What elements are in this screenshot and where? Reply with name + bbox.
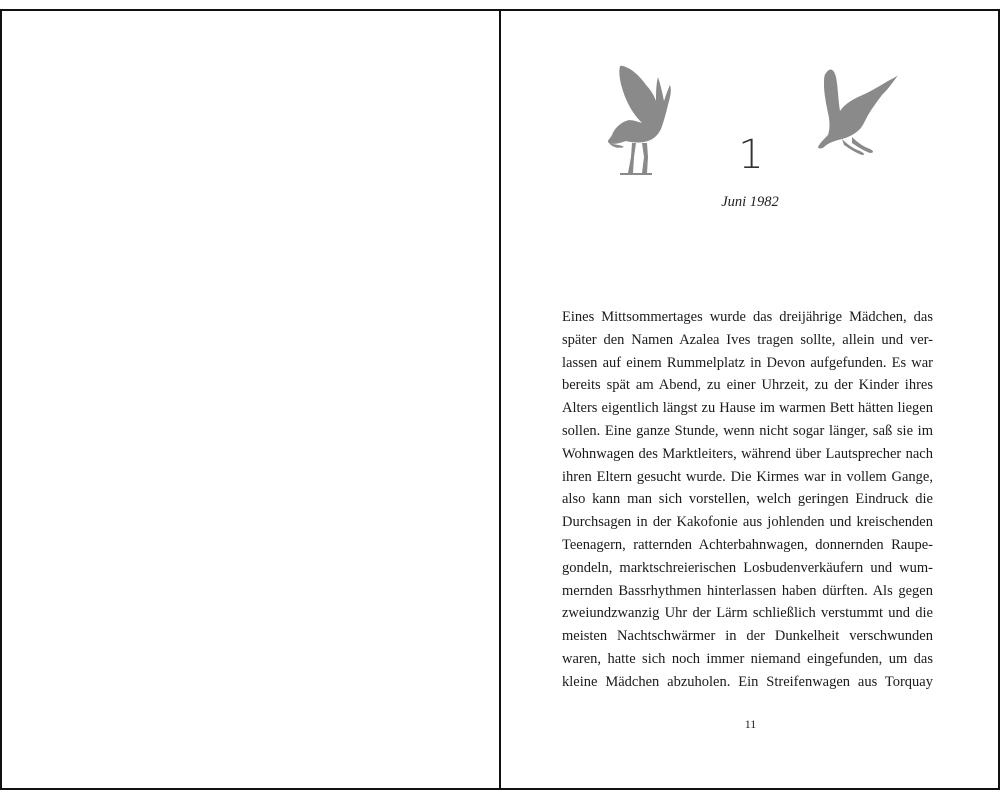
text-line: mernden Bassrhythmen hinterlassen haben dürften. Als gegen (562, 582, 933, 599)
text-line: später den Namen Azalea Ives tragen sollte, allein und ver- (562, 331, 933, 348)
text-line: zweiundzwanzig Uhr der Lärm schließlich verstummt und die (562, 605, 933, 622)
right-page (499, 9, 1000, 790)
text-line: lassen auf einem Rummelplatz in Devon aufgefunden. Es war (562, 354, 933, 371)
text-line: Alters eigentlich längst zu Hause im warmen Bett hätten liegen (562, 400, 933, 417)
flying-gull-icon (816, 63, 900, 163)
text-line: Durchsagen in der Kakofonie aus johlenden und kreischenden (562, 514, 933, 531)
text-line: ihren Eltern gesucht wurde. Die Kirmes war in vollem Gange, (562, 468, 933, 485)
left-page-blank (0, 9, 501, 790)
text-line: bereits spät am Abend, zu einer Uhrzeit, zu der Kinder ihres (562, 377, 933, 394)
text-line: gondeln, marktschreierischen Losbudenverkäufern und wum- (562, 559, 933, 576)
text-line: Teenagern, ratternden Achterbahnwagen, donnernden Raupe- (562, 536, 933, 553)
chapter-number: 1 (738, 132, 765, 178)
text-line: Eines Mittsommertages wurde das dreijährige Mädchen, das (562, 309, 933, 325)
text-line: kleine Mädchen abzuholen. Ein Streifenwagen aus Torquay (562, 673, 933, 690)
text-line: sollen. Eine ganze Stunde, wenn nicht sogar länger, saß sie im (562, 422, 933, 439)
body-text (562, 306, 933, 694)
text-line: meisten Nachtschwärmer in der Dunkelheit verschwunden (562, 628, 933, 645)
text-line: also kann man sich vorstellen, welch geringen Eindruck die (562, 491, 933, 508)
text-line: Wohnwagen des Marktleiters, während über Lautsprecher nach (562, 445, 933, 462)
page-number: 11 (744, 717, 757, 731)
chapter-date: Juni 1982 (721, 194, 779, 210)
text-line: waren, hatte sich noch immer niemand eingefunden, um das (562, 650, 933, 667)
